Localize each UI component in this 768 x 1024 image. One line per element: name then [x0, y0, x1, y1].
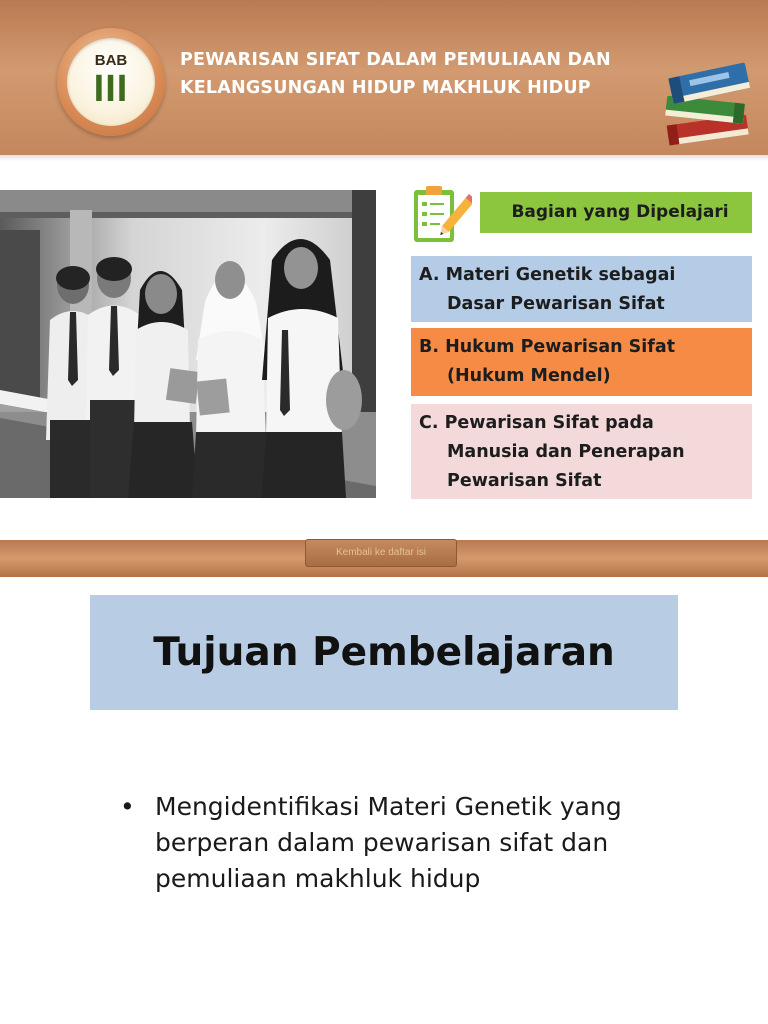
topic-a-line2: Dasar Pewarisan Sifat	[447, 294, 665, 314]
topic-item-a[interactable]	[411, 256, 752, 322]
topic-a-line1: A. Materi Genetik sebagai	[419, 265, 676, 285]
topic-c-line1: C. Pewarisan Sifat pada	[419, 413, 654, 433]
chapter-badge-label: BAB	[94, 52, 128, 69]
objective-line1: Mengidentifikasi Materi Genetik yang	[155, 792, 622, 821]
objective-bullet-item	[120, 789, 700, 897]
header-shadow	[0, 155, 768, 161]
objectives-heading: Tujuan Pembelajaran	[90, 595, 678, 710]
topic-item-b[interactable]	[411, 328, 752, 396]
topic-b-line2: (Hukum Mendel)	[447, 366, 611, 386]
chapter-header	[0, 0, 768, 155]
chapter-badge-inner	[67, 38, 155, 126]
chapter-badge	[57, 28, 165, 136]
section-heading-bagian: Bagian yang Dipelajari	[480, 192, 752, 233]
chapter-title-line1: PEWARISAN SIFAT DALAM PEMULIAAN DAN	[180, 50, 611, 70]
topic-c-line2: Manusia dan Penerapan	[447, 442, 685, 462]
bullet-icon: •	[120, 792, 135, 821]
objective-line3: pemuliaan makhluk hidup	[155, 864, 481, 893]
back-to-contents-button[interactable]: Kembali ke daftar isi	[305, 539, 457, 567]
chapter-title	[180, 46, 660, 102]
topic-b-line1: B. Hukum Pewarisan Sifat	[419, 337, 676, 357]
students-photo	[0, 190, 376, 498]
chapter-badge-number: III	[93, 68, 129, 110]
chapter-title-line2: KELANGSUNGAN HIDUP MAKHLUK HIDUP	[180, 78, 591, 98]
topic-item-c[interactable]	[411, 404, 752, 499]
clipboard-pencil-icon	[410, 182, 472, 244]
slide-learning-objectives	[0, 577, 768, 1024]
topic-c-line3: Pewarisan Sifat	[447, 471, 602, 491]
books-icon	[660, 54, 756, 148]
objective-line2: berperan dalam pewarisan sifat dan	[155, 828, 609, 857]
